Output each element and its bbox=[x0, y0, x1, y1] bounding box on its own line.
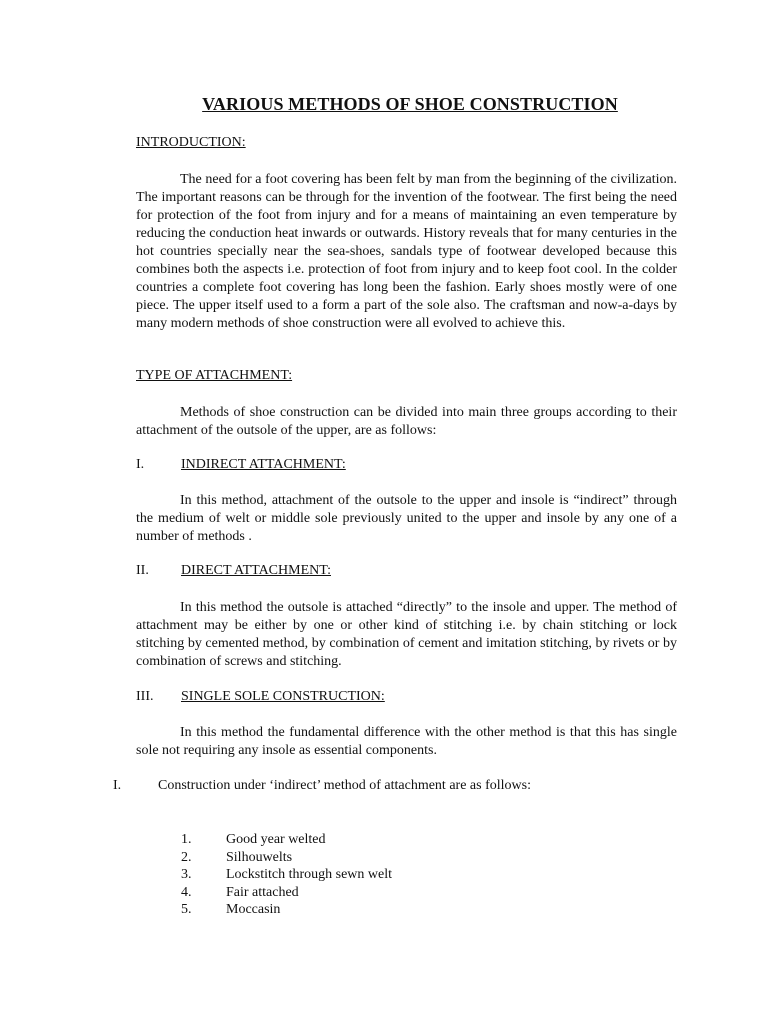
section-numeral: I. bbox=[136, 457, 145, 472]
type-of-attachment-heading: TYPE OF ATTACHMENT: bbox=[136, 368, 293, 383]
section-indirect-paragraph: In this method, attachment of the outsole to the upper and insole is “indirect” through the medium of welt or middle sole previously united to the upper and insole by any one of a number of methods . bbox=[136, 493, 677, 544]
section-numeral: III. bbox=[136, 689, 154, 704]
document-title: VARIOUS METHODS OF SHOE CONSTRUCTION bbox=[202, 94, 618, 114]
list-item-number: 4. bbox=[181, 884, 192, 900]
construction-numeral: I. bbox=[113, 778, 122, 793]
construction-intro-text: Construction under ‘indirect’ method of attachment are as follows: bbox=[158, 778, 531, 793]
list-item-text: Fair attached bbox=[226, 884, 299, 900]
section-heading-text: DIRECT ATTACHMENT: bbox=[181, 563, 331, 578]
introduction-paragraph: The need for a foot covering has been felt by man from the beginning of the civilization. The important reasons can be through for the invention of the footwear. The first being the need for protection of the foot from injury and for a means of maintaining an even temperature by reducing the conduction heat inwards or outwards. History reveals that for many centuries in the hot countries specially near the sea-shoes, sandals type of footwear developed because this combines both the aspects i.e. protection of foot from injury and to keep foot cool. In the colder countries a complete foot covering has long been the fashion. Early shoes mostly were of one piece. The upper itself used to a form a part of the sole also. The craftsman and now-a-days by many modern methods of shoe construction were all evolved to achieve this. bbox=[136, 172, 677, 331]
list-item-text: Lockstitch through sewn welt bbox=[226, 867, 393, 882]
list-item-number: 1. bbox=[181, 832, 192, 847]
introduction-heading: INTRODUCTION: bbox=[136, 135, 246, 150]
section-numeral: II. bbox=[136, 563, 149, 578]
section-single-sole-paragraph: In this method the fundamental difference with the other method is that this has single sole not requiring any insole as essential components. bbox=[136, 725, 677, 758]
list-item-number: 3. bbox=[181, 867, 192, 882]
section-heading-text: INDIRECT ATTACHMENT: bbox=[181, 457, 346, 472]
list-item-number: 5. bbox=[181, 902, 192, 917]
list-item-text: Moccasin bbox=[226, 902, 281, 917]
list-item-number: 2. bbox=[181, 849, 192, 865]
type-of-attachment-paragraph: Methods of shoe construction can be divided into main three groups according to their attachment of the outsole of the upper, are as follows: bbox=[136, 405, 677, 438]
list-item-text: Good year welted bbox=[226, 832, 326, 847]
section-heading-text: SINGLE SOLE CONSTRUCTION: bbox=[181, 689, 385, 704]
list-item-text: Silhouwelts bbox=[226, 849, 293, 865]
section-direct-paragraph: In this method the outsole is attached “directly” to the insole and upper. The method of attachment may be either by one or other kind of stitching i.e. by chain stitching or lock stitching by cemented method, by combination of cement and imitation stitching, by rivets or by combination of screws and stitching. bbox=[136, 600, 677, 669]
